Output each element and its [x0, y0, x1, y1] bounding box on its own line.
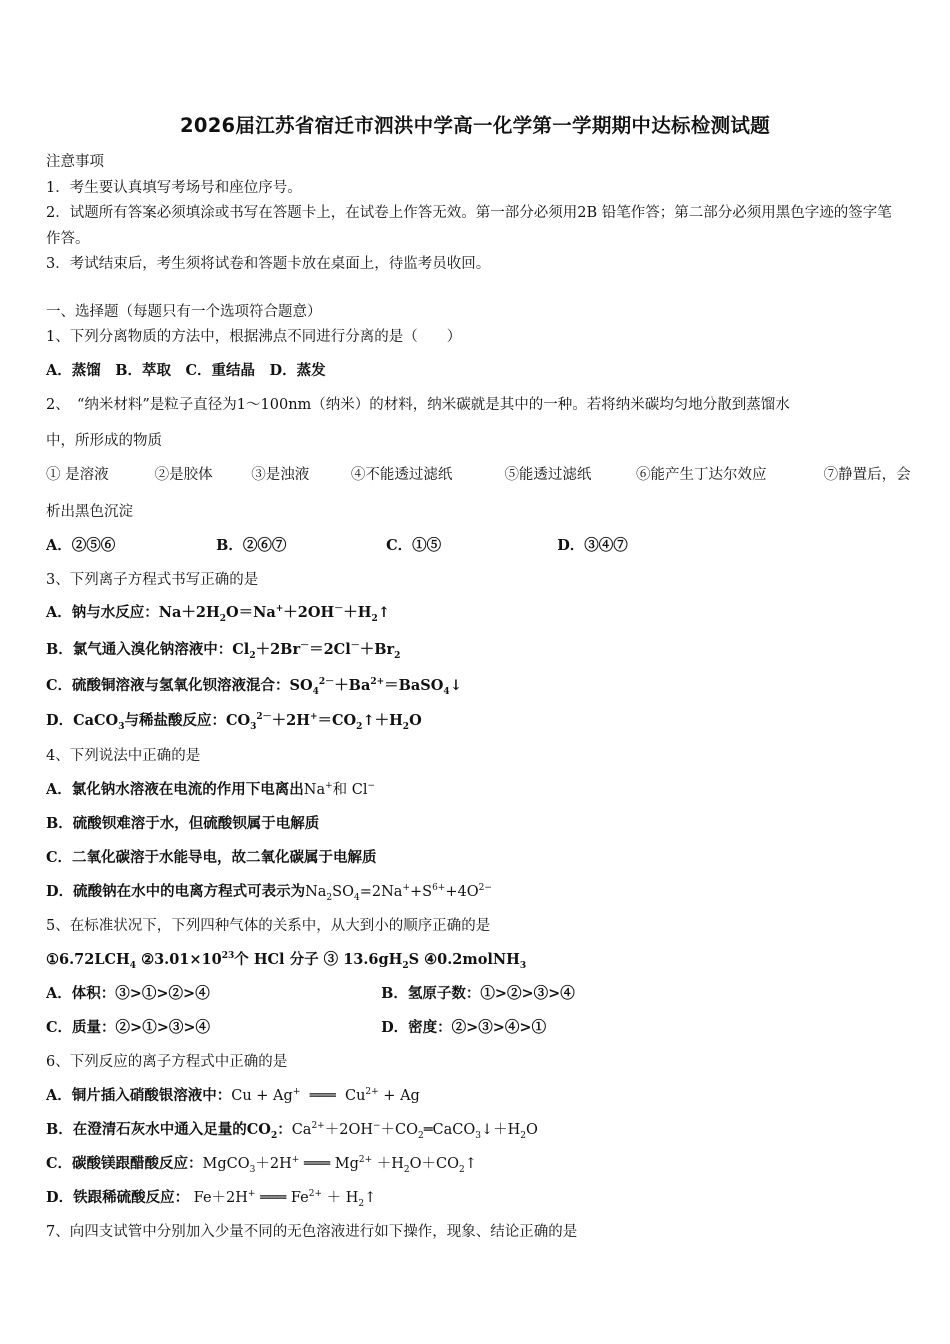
- q2-prop-5: ⑤能透过滤纸: [504, 467, 592, 483]
- q5-options-row-1: [46, 984, 575, 1004]
- q4-stem: 4、下列说法中正确的是: [46, 748, 201, 764]
- q3-option-a: A．钠与水反应：$Na+2H_2O=Na^++2OH^-+H_2↑$: [46, 604, 390, 624]
- q4-option-b: B．硫酸钡难溶于水，但硫酸钡属于电解质: [46, 815, 320, 832]
- q5-option-a: A．体积：③>①>②>④: [46, 985, 210, 1002]
- q7-stem: 7、向四支试管中分别加入少量不同的无色溶液进行如下操作，现象、结论正确的是: [46, 1224, 578, 1240]
- q5-stem: 5、在标准状况下，下列四种气体的关系中，从大到小的顺序正确的是: [46, 918, 491, 934]
- q1-options: A．蒸馏 B．萃取 C．重结晶 D．蒸发: [46, 362, 326, 379]
- q2-option-c: C．①⑤: [386, 537, 442, 554]
- q6-option-c: C．碳酸镁跟醋酸反应：MgCO$_3$＋2H+ ═══ $Mg^{2+}$ $+H_2O+CO_2↑$: [46, 1155, 477, 1175]
- q6-stem: 6、下列反应的离子方程式中正确的是: [46, 1054, 288, 1070]
- q5-option-b: B．氢原子数：①>②>③>④: [381, 985, 575, 1002]
- q2-prop-1: ① 是溶液: [46, 467, 109, 483]
- q2-prop-3: ③是浊液: [251, 467, 310, 483]
- notice-item-3: 3．考试结束后，考生须将试卷和答题卡放在桌面上，待监考员收回。: [46, 256, 491, 272]
- q4-option-d: D．硫酸钠在水中的电离方程式可表示为$Na_2SO_4=2Na^++S^{6+}+4O^{2-}$: [46, 883, 492, 903]
- q2-prop-tail: 析出黑色沉淀: [46, 504, 133, 520]
- q2-prop-2: ②是胶体: [154, 467, 213, 483]
- q5-option-d: D．密度：②>③>④>①: [381, 1019, 547, 1036]
- q2-properties: [46, 465, 911, 485]
- q2-option-b: B．②⑥⑦: [216, 537, 287, 554]
- q3-option-d: D．CaCO$_3$与稀盐酸反应：$CO_3^{2-}+2H^+=CO_2↑+H_2O$: [46, 712, 422, 732]
- q4-option-a: A．氯化钠水溶液在电流的作用下电离出Na+和 Cl−: [46, 781, 376, 798]
- q2-option-a: A．②⑤⑥: [46, 537, 116, 554]
- q6-option-b: B．在澄清石灰水中通入足量的$CO_2$：$Ca^{2+}+2OH^-+CO_2═CaCO_3↓+H_2O$: [46, 1121, 538, 1141]
- q5-options-row-2: [46, 1018, 546, 1038]
- q6-option-d: D．铁跟稀硫酸反应： Fe＋2H+ ═══ $Fe^{2+}$ ＋ $H_2↑$: [46, 1189, 377, 1209]
- q3-option-c: C．硫酸铜溶液与氢氧化钡溶液混合：$SO_4^{2-}+Ba^{2+}=BaSO_4↓$: [46, 677, 462, 697]
- q2-stem-line2: 中，所形成的物质: [46, 433, 162, 449]
- section-heading: 一、选择题（每题只有一个选项符合题意）: [46, 304, 322, 320]
- q3-option-b: B．氯气通入溴化钠溶液中：$Cl_2+2Br^-=2Cl^-+Br_2$: [46, 641, 401, 661]
- q2-option-d: D．③④⑦: [557, 537, 628, 554]
- q2-prop-6: ⑥能产生丁达尔效应: [636, 467, 767, 483]
- page-title: 2026届江苏省宿迁市泗洪中学高一化学第一学期期中达标检测试题: [179, 114, 771, 137]
- q4-option-c: C．二氧化碳溶于水能导电，故二氧化碳属于电解质: [46, 849, 377, 866]
- q5-quantities: $①6.72LCH_4$ $②3.01\times 10^{23}$个 HCl 分子 ③ $13.6gH_2S$ ④0.2molNH$_3$: [46, 951, 527, 971]
- q2-prop-7: ⑦静置后，会: [823, 467, 911, 483]
- q2-stem-line1: 2、 “纳米材料”是粒子直径为1～100nm（纳米）的材料，纳米碳就是其中的一种。若将纳米碳均匀地分散到蒸馏水: [46, 397, 790, 413]
- notice-heading: 注意事项: [46, 154, 104, 170]
- q1-stem: 1、下列分离物质的方法中，根据沸点不同进行分离的是（ ）: [46, 329, 462, 345]
- q2-options: [46, 536, 628, 556]
- q2-prop-4: ④不能透过滤纸: [350, 467, 453, 483]
- notice-item-1: 1．考生要认真填写考场号和座位序号。: [46, 180, 302, 196]
- q5-option-c: C．质量：②>①>③>④: [46, 1019, 210, 1036]
- notice-item-2: 2．试题所有答案必须填涂或书写在答题卡上，在试卷上作答无效。第一部分必须用2B 铅笔作答；第二部分必须用黑色字迹的签字笔作答。: [46, 205, 892, 247]
- q6-option-a: A．铜片插入硝酸银溶液中：Cu + Ag+ ═══ $Cu^{2+} + Ag$: [46, 1087, 420, 1104]
- q3-stem: 3、下列离子方程式书写正确的是: [46, 572, 259, 588]
